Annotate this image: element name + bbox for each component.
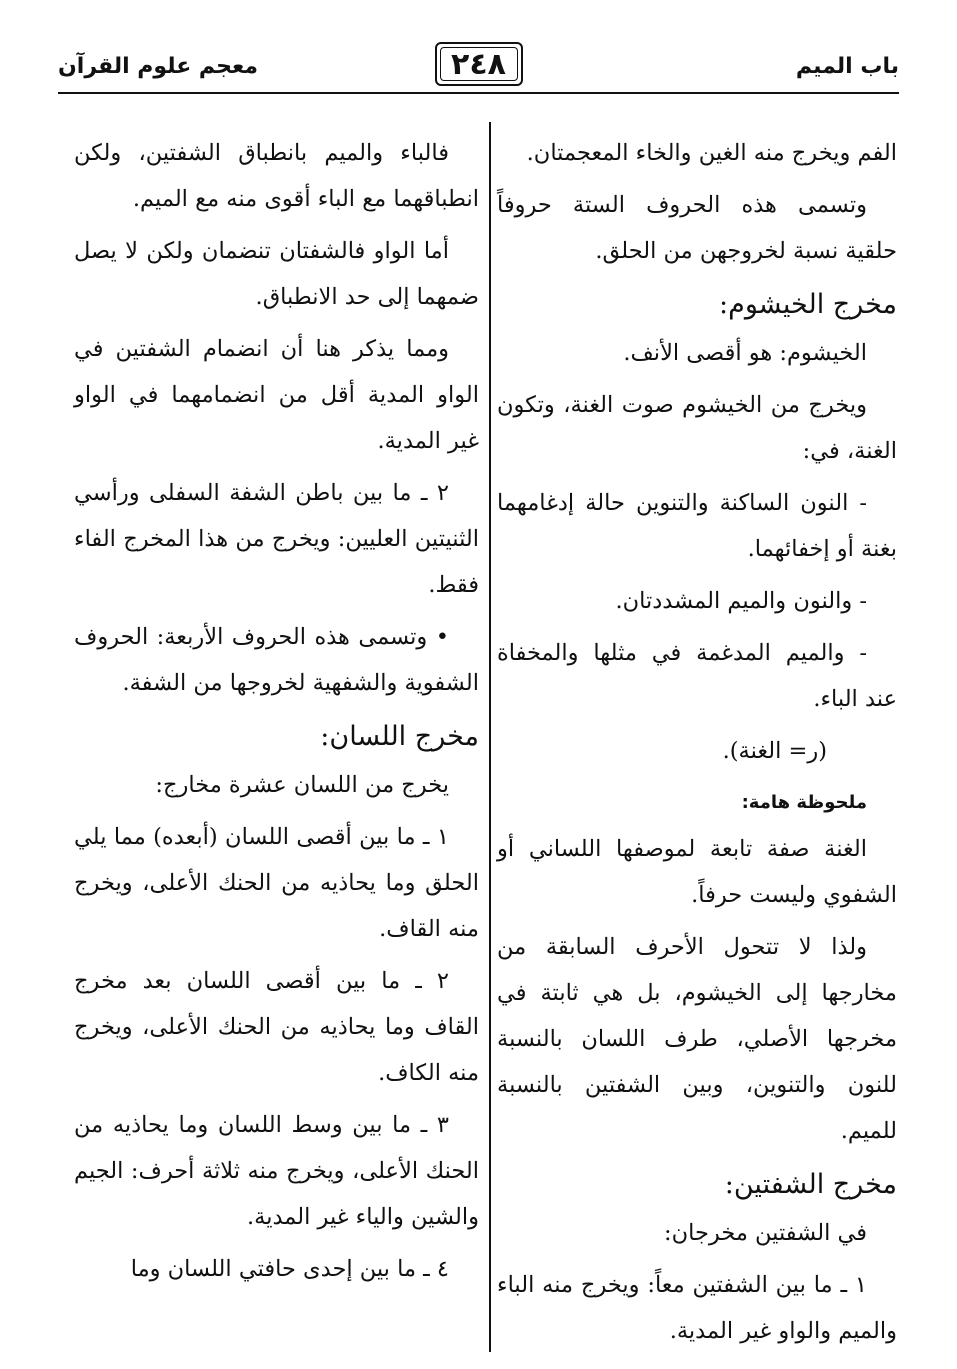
list-item: ١ ـ ما بين الشفتين معاً: ويخرج منه الباء والميم والواو غير المدية.: [497, 1272, 897, 1344]
page-number-box: [435, 42, 523, 86]
cross-reference: (ر= الغنة).: [722, 738, 827, 764]
section-heading: مخرج الشفتين:: [724, 1169, 897, 1200]
note-heading: ملحوظة هامة:: [741, 792, 867, 813]
paragraph: أما الواو فالشفتان تنضمان ولكن لا يصل ضمهما إلى حد الانطباق.: [74, 238, 479, 310]
list-item: ٤ ـ ما بين إحدى حافتي اللسان وما: [130, 1256, 449, 1282]
section-heading: مخرج الخيشوم:: [719, 289, 897, 320]
list-item: - والميم المدغمة في مثلها والمخفاة عند الباء.: [497, 640, 897, 712]
paragraph: ومما يذكر هنا أن انضمام الشفتين في الواو المدية أقل من انضمامهما في الواو غير المدية.: [74, 336, 479, 454]
paragraph: الخيشوم: هو أقصى الأنف.: [623, 340, 867, 366]
list-item: - النون الساكنة والتنوين حالة إدغامهما بغنة أو إخفائهما.: [497, 490, 897, 562]
page-header: [58, 36, 899, 90]
header-rule: [58, 92, 899, 94]
paragraph: في الشفتين مخرجان:: [664, 1220, 867, 1246]
list-item: ٢ ـ ما بين باطن الشفة السفلى ورأسي الثنيتين العليين: ويخرج من هذا المخرج الفاء فقط.: [74, 480, 479, 598]
page-number: ٢٤٨: [451, 46, 506, 82]
list-item: - والنون والميم المشددتان.: [615, 588, 867, 614]
paragraph: ولذا لا تتحول الأحرف السابقة من مخارجها إلى الخيشوم، بل هي ثابتة في مخرجها الأصلي، طرف اللسان بالنسبة للنون والتنوين، وبين الشفتين بالنسبة للميم.: [497, 934, 897, 1144]
list-item: ١ ـ ما بين أقصى اللسان (أبعده) مما يلي الحلق وما يحاذيه من الحنك الأعلى، ويخرج منه القاف.: [74, 824, 479, 942]
paragraph: ويخرج من الخيشوم صوت الغنة، وتكون الغنة، في:: [497, 392, 897, 464]
right-column: [497, 130, 897, 1360]
section-heading: مخرج اللسان:: [320, 721, 479, 752]
paragraph: فالباء والميم بانطباق الشفتين، ولكن انطباقهما مع الباء أقوى منه مع الميم.: [74, 140, 479, 212]
book-title: معجم علوم القرآن: [58, 54, 259, 79]
paragraph: يخرج من اللسان عشرة مخارج:: [155, 772, 449, 798]
chapter-title: باب الميم: [795, 54, 899, 79]
list-item: ٢ ـ ما بين أقصى اللسان بعد مخرج القاف وما يحاذيه من الحنك الأعلى، ويخرج منه الكاف.: [74, 968, 479, 1086]
bullet-paragraph: • وتسمى هذه الحروف الأربعة: الحروف الشفوية والشفهية لخروجها من الشفة.: [74, 624, 479, 696]
column-divider: [489, 122, 491, 1352]
paragraph: الغنة صفة تابعة لموصفها اللساني أو الشفوي وليست حرفاً.: [497, 836, 897, 908]
left-column: [74, 130, 479, 1298]
paragraph: وتسمى هذه الحروف الستة حروفاً حلقية نسبة لخروجهن من الحلق.: [497, 192, 897, 264]
list-item: ٣ ـ ما بين وسط اللسان وما يحاذيه من الحنك الأعلى، ويخرج منه ثلاثة أحرف: الجيم والشين والياء غير المدية.: [74, 1112, 479, 1230]
paragraph: الفم ويخرج منه الغين والخاء المعجمتان.: [526, 140, 897, 166]
